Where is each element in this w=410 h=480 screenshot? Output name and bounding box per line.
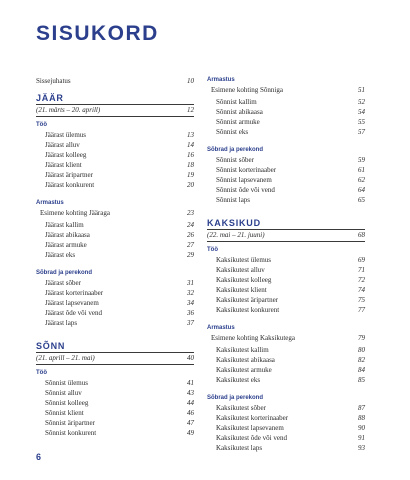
- toc-list: [36, 220, 194, 260]
- toc-list: [36, 130, 194, 190]
- toc-entry[interactable]: [207, 185, 365, 195]
- toc-entry-label: Sõnnist lapsevanem: [216, 176, 272, 184]
- toc-entry-label: Sõnnist armuke: [216, 118, 260, 126]
- toc-entry-page: 12: [187, 106, 194, 114]
- toc-entry-label: Sõnnist sõber: [216, 156, 254, 164]
- toc-entry-page: 57: [358, 128, 365, 136]
- toc-entry-label: (21. aprill – 21. mai): [36, 354, 95, 362]
- toc-entry-page: 62: [358, 176, 365, 184]
- toc-entry[interactable]: [207, 305, 365, 315]
- toc-entry[interactable]: [207, 97, 365, 107]
- toc-entry-label: (21. märts – 20. aprill): [36, 106, 101, 114]
- toc-entry-page: 55: [358, 118, 365, 126]
- toc-entry-label: Jäärast lapsevanem: [45, 299, 99, 307]
- toc-entry[interactable]: [36, 160, 194, 170]
- toc-entry[interactable]: [207, 285, 365, 295]
- toc-entry-label: Sõnnist abikaasa: [216, 108, 263, 116]
- toc-entry-label: Sõnnist alluv: [45, 389, 82, 397]
- toc-entry-page: 16: [187, 151, 194, 159]
- toc-entry-label: Kaksikutest äripartner: [216, 296, 279, 304]
- sign-dates-kaksikud[interactable]: [207, 229, 365, 242]
- toc-entry-page: 44: [187, 399, 194, 407]
- toc-entry-page: 24: [187, 221, 194, 229]
- toc-entry[interactable]: [207, 175, 365, 185]
- toc-entry-label: Kaksikutest lapsevanem: [216, 424, 284, 432]
- toc-entry[interactable]: [207, 275, 365, 285]
- toc-entry[interactable]: [207, 165, 365, 175]
- toc-entry-label: Jäärast sõber: [45, 279, 81, 287]
- toc-entry-label: Kaksikutest eks: [216, 376, 261, 384]
- toc-entry-label: Sõnnist laps: [216, 196, 251, 204]
- toc-entry-label: Sõnnist kolleeg: [45, 399, 89, 407]
- toc-entry-page: 84: [358, 366, 365, 374]
- toc-entry-label: Jäärast ülemus: [45, 131, 87, 139]
- toc-entry[interactable]: [36, 378, 194, 388]
- toc-entry[interactable]: [207, 375, 365, 385]
- toc-entry-page: 36: [187, 309, 194, 317]
- toc-list: [207, 345, 365, 385]
- toc-entry-page: 34: [187, 299, 194, 307]
- page-title: SISUKORD: [36, 22, 159, 45]
- toc-entry[interactable]: [36, 318, 194, 328]
- toc-column-left: [36, 76, 194, 438]
- toc-entry-label: Kaksikutest klient: [216, 286, 267, 294]
- toc-entry[interactable]: [36, 220, 194, 230]
- toc-entry[interactable]: [36, 418, 194, 428]
- toc-entry-label: Jäärast armuke: [45, 241, 87, 249]
- toc-entry[interactable]: [207, 155, 365, 165]
- toc-entry[interactable]: [36, 408, 194, 418]
- toc-entry-label: Jäärast klient: [45, 161, 82, 169]
- toc-entry-page: 31: [187, 279, 194, 287]
- toc-entry-label: Esimene kohting Kaksikutega: [211, 334, 295, 342]
- toc-entry-page: 32: [187, 289, 194, 297]
- toc-entry-label: Kaksikutest sõber: [216, 404, 266, 412]
- toc-entry-label: Jäärast laps: [45, 319, 78, 327]
- section-heading: Sõbrad ja perekond: [36, 270, 93, 276]
- toc-entry-page: 90: [358, 424, 365, 432]
- toc-entry-label: Sõnnist kallim: [216, 98, 257, 106]
- toc-entry-label: Sõnnist konkurent: [45, 429, 97, 437]
- toc-entry[interactable]: [207, 443, 365, 453]
- toc-entry-page: 85: [358, 376, 365, 384]
- toc-entry-label: Jäärast eks: [45, 251, 76, 259]
- toc-entry-label: Jäärast kallim: [45, 221, 84, 229]
- toc-entry-page: 88: [358, 414, 365, 422]
- toc-entry[interactable]: [207, 195, 365, 205]
- toc-entry-page: 26: [187, 231, 194, 239]
- toc-entry-label: Sõnnist õde või vend: [216, 186, 275, 194]
- toc-entry-label: Kaksikutest abikaasa: [216, 356, 275, 364]
- section-heading: Töö: [36, 370, 47, 376]
- toc-entry-page: 54: [358, 108, 365, 116]
- toc-entry[interactable]: [36, 130, 194, 140]
- section-heading: Sõbrad ja perekond: [207, 395, 264, 401]
- page-number: 6: [36, 452, 42, 462]
- sign-dates-sonn[interactable]: [36, 352, 194, 365]
- toc-entry[interactable]: [207, 295, 365, 305]
- toc-entry-page: 18: [187, 161, 194, 169]
- toc-list: [207, 255, 365, 315]
- toc-entry-page: 74: [358, 286, 365, 294]
- toc-entry-label: Jäärast alluv: [45, 141, 80, 149]
- toc-entry-page: 91: [358, 434, 365, 442]
- toc-entry-label: Jäärast kolleeg: [45, 151, 87, 159]
- section-heading: Sõbrad ja perekond: [207, 147, 264, 153]
- toc-entry[interactable]: [36, 428, 194, 438]
- toc-entry-page: 13: [187, 131, 194, 139]
- toc-entry-page: 27: [187, 241, 194, 249]
- section-heading: Töö: [36, 122, 47, 128]
- toc-list: [36, 278, 194, 328]
- section-heading: Armastus: [207, 325, 235, 331]
- toc-entry-label: Sõnnist klient: [45, 409, 84, 417]
- toc-entry-label: Sõnnist korterinaaber: [216, 166, 277, 174]
- toc-entry[interactable]: [36, 278, 194, 288]
- toc-entry-label: Kaksikutest konkurent: [216, 306, 280, 314]
- toc-entry-page: 79: [358, 334, 365, 342]
- toc-entry-label: Jäärast abikaasa: [45, 231, 90, 239]
- toc-list: [207, 403, 365, 453]
- toc-entry-label: Esimene kohting Sõnniga: [211, 86, 283, 94]
- toc-entry[interactable]: [207, 433, 365, 443]
- toc-entry[interactable]: [36, 240, 194, 250]
- toc-entry-page: 23: [187, 209, 194, 217]
- toc-entry[interactable]: [207, 355, 365, 365]
- toc-entry-page: 61: [358, 166, 365, 174]
- toc-entry-label: Kaksikutest korterinaaber: [216, 414, 289, 422]
- toc-entry-sub[interactable]: [207, 333, 365, 343]
- toc-entry-page: 43: [187, 389, 194, 397]
- toc-entry-page: 29: [187, 251, 194, 259]
- toc-entry[interactable]: [36, 230, 194, 240]
- toc-entry-page: 51: [358, 86, 365, 94]
- toc-entry-label: Jäärast konkurent: [45, 181, 95, 189]
- toc-entry-page: 93: [358, 444, 365, 452]
- toc-entry-label: Kaksikutest alluv: [216, 266, 265, 274]
- toc-entry-page: 80: [358, 346, 365, 354]
- toc-entry[interactable]: [207, 255, 365, 265]
- toc-entry-page: 37: [187, 319, 194, 327]
- toc-list: [207, 155, 365, 205]
- toc-entry[interactable]: [36, 288, 194, 298]
- toc-entry-page: 41: [187, 379, 194, 387]
- sign-dates-jaar[interactable]: [36, 104, 194, 117]
- toc-entry[interactable]: [36, 388, 194, 398]
- section-heading: Töö: [207, 247, 218, 253]
- toc-entry-page: 40: [187, 354, 194, 362]
- toc-list: [207, 97, 365, 137]
- toc-entry-label: (22. mai – 21. juuni): [207, 231, 265, 239]
- toc-entry-page: 46: [187, 409, 194, 417]
- toc-entry[interactable]: [36, 170, 194, 180]
- toc-entry-page: 65: [358, 196, 365, 204]
- toc-entry-label: Sõnnist eks: [216, 128, 249, 136]
- toc-list: [36, 378, 194, 438]
- toc-entry-label: Jäärast äripartner: [45, 171, 93, 179]
- toc-entry-page: 75: [358, 296, 365, 304]
- toc-entry-label: Sõnnist ülemus: [45, 379, 88, 387]
- toc-entry-label: Sõnnist äripartner: [45, 419, 95, 427]
- toc-entry[interactable]: [207, 107, 365, 117]
- toc-entry[interactable]: [36, 180, 194, 190]
- sign-heading-kaksikud: KAKSIKUD: [207, 218, 261, 228]
- toc-entry-page: 71: [358, 266, 365, 274]
- sign-heading-jaar: JÄÄR: [36, 93, 64, 103]
- toc-entry-sub[interactable]: [36, 208, 194, 218]
- toc-entry-page: 20: [187, 181, 194, 189]
- section-heading: Armastus: [36, 200, 64, 206]
- toc-entry[interactable]: [207, 423, 365, 433]
- toc-entry-page: 69: [358, 256, 365, 264]
- toc-entry-label: Jäärast õde või vend: [45, 309, 102, 317]
- toc-entry[interactable]: [36, 308, 194, 318]
- toc-entry-page: 68: [358, 231, 365, 239]
- sign-heading-sonn: SÕNN: [36, 341, 66, 351]
- toc-entry[interactable]: [207, 127, 365, 137]
- toc-entry-page: 10: [187, 77, 194, 85]
- toc-entry-intro[interactable]: [36, 76, 194, 86]
- toc-entry-sub[interactable]: [207, 85, 365, 95]
- toc-entry-label: Jäärast korterinaaber: [45, 289, 104, 297]
- toc-entry-page: 72: [358, 276, 365, 284]
- toc-entry[interactable]: [207, 403, 365, 413]
- toc-column-right: [207, 76, 365, 453]
- toc-entry-page: 64: [358, 186, 365, 194]
- toc-entry[interactable]: [207, 413, 365, 423]
- toc-entry-page: 19: [187, 171, 194, 179]
- toc-entry[interactable]: [207, 345, 365, 355]
- toc-entry-page: 82: [358, 356, 365, 364]
- toc-entry-label: Esimene kohting Jääraga: [40, 209, 110, 217]
- toc-entry-label: Kaksikutest kolleeg: [216, 276, 272, 284]
- toc-entry-page: 49: [187, 429, 194, 437]
- section-heading: Armastus: [207, 77, 235, 83]
- toc-entry-page: 47: [187, 419, 194, 427]
- toc-entry-label: Kaksikutest kallim: [216, 346, 269, 354]
- toc-entry[interactable]: [36, 398, 194, 408]
- toc-entry-label: Kaksikutest ülemus: [216, 256, 272, 264]
- toc-entry[interactable]: [36, 150, 194, 160]
- toc-entry-label: Kaksikutest õde või vend: [216, 434, 287, 442]
- toc-entry-page: 52: [358, 98, 365, 106]
- toc-entry-label: Sissejuhatus: [36, 77, 71, 85]
- toc-entry-label: Kaksikutest laps: [216, 444, 263, 452]
- toc-entry-page: 77: [358, 306, 365, 314]
- toc-entry-page: 87: [358, 404, 365, 412]
- toc-entry[interactable]: [36, 140, 194, 150]
- toc-entry[interactable]: [207, 265, 365, 275]
- toc-entry-page: 59: [358, 156, 365, 164]
- toc-entry[interactable]: [207, 117, 365, 127]
- toc-entry-page: 14: [187, 141, 194, 149]
- toc-entry[interactable]: [207, 365, 365, 375]
- toc-entry-label: Kaksikutest armuke: [216, 366, 272, 374]
- toc-entry[interactable]: [36, 250, 194, 260]
- toc-entry[interactable]: [36, 298, 194, 308]
